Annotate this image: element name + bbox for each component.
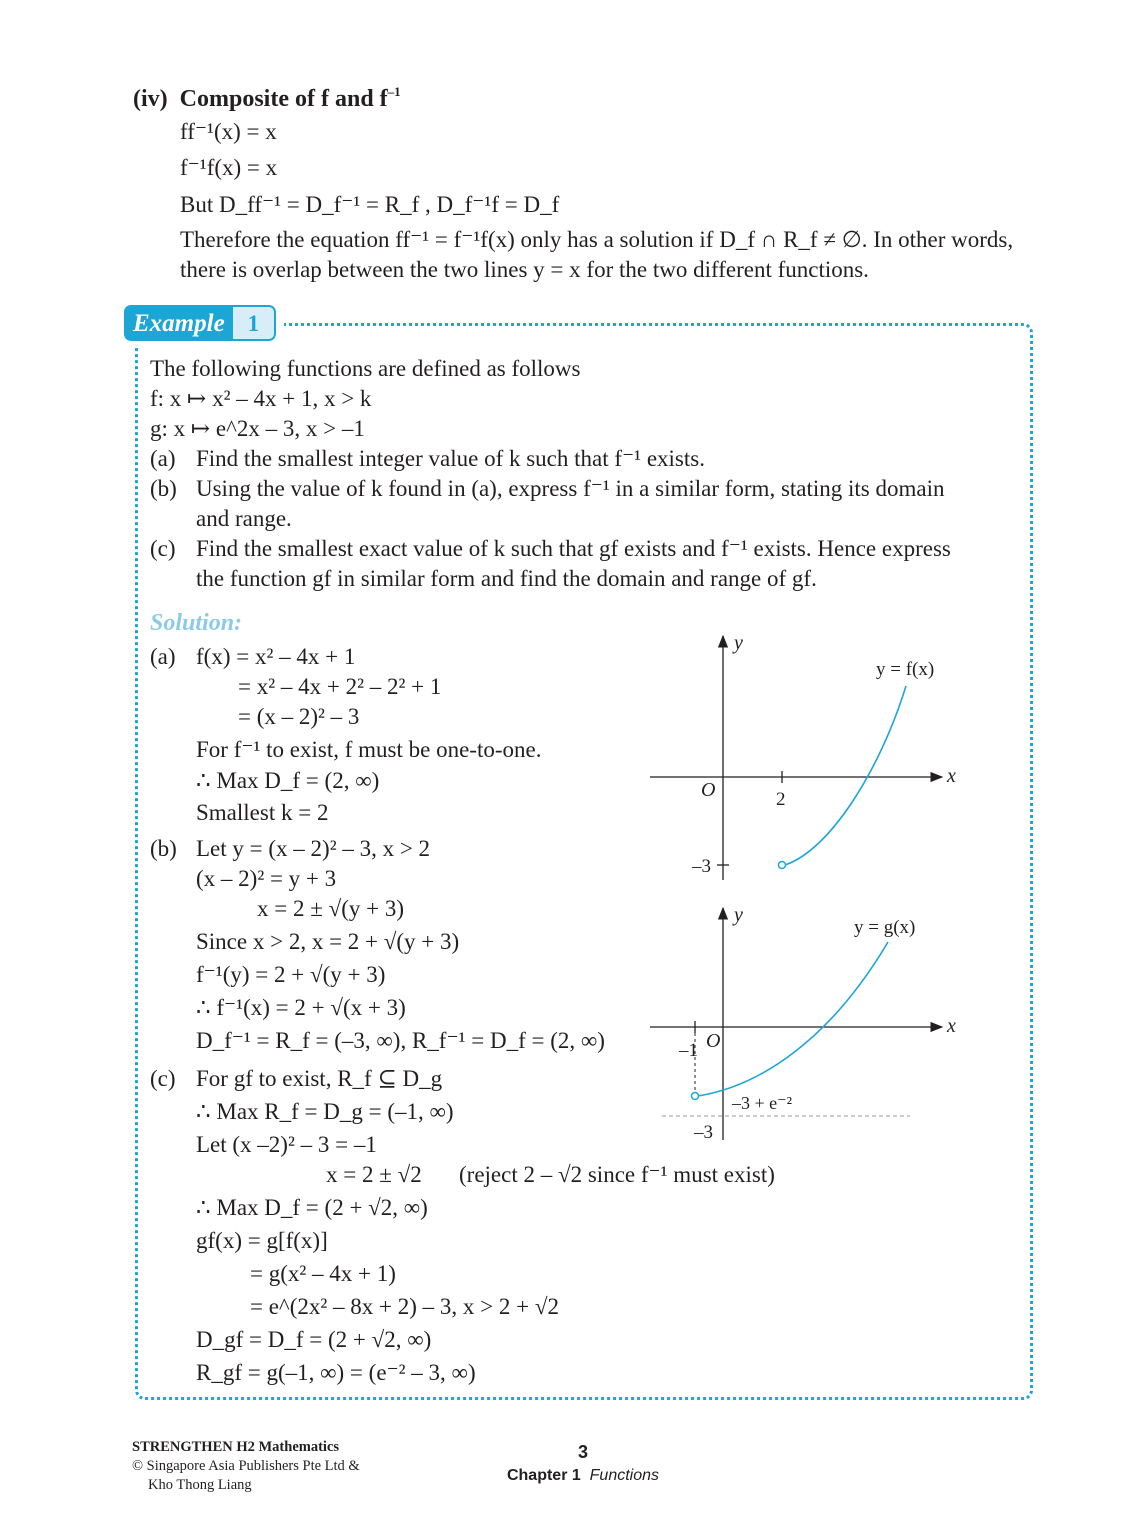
- solution-b-line-7: D_f⁻¹ = R_f = (–3, ∞), R_f⁻¹ = D_f = (2, ∞): [196, 1028, 605, 1053]
- solution-a-line-4: For f⁻¹ to exist, f must be one-to-one.: [196, 737, 542, 762]
- g-curve: [698, 942, 888, 1096]
- section-line-3: But D_ff⁻¹ = D_f⁻¹ = R_f , D_f⁻¹f = D_f: [180, 192, 560, 217]
- solution-b-line-1: Let y = (x – 2)² – 3, x > 2: [196, 836, 431, 861]
- solution-c-line-7: = g(x² – 4x + 1): [250, 1261, 396, 1286]
- question-a-label: (a): [150, 446, 176, 471]
- solution-c-note: (reject 2 – √2 since f⁻¹ must exist): [459, 1162, 775, 1187]
- chapter-title: Functions: [589, 1467, 660, 1484]
- question-c-text: Find the smallest exact value of k such that gf exists and f⁻¹ exists. Hence express: [196, 536, 951, 561]
- solution-a-line-2: = x² – 4x + 2² – 2² + 1: [238, 674, 442, 699]
- solution-c-line-5: ∴ Max D_f = (2 + √2, ∞): [196, 1195, 428, 1220]
- footer-publisher: © Singapore Asia Publishers Pte Ltd &: [132, 1458, 360, 1474]
- solution-c-line-9: D_gf = D_f = (2 + √2, ∞): [196, 1327, 432, 1352]
- solution-a-line-5: ∴ Max D_f = (2, ∞): [196, 768, 380, 793]
- f-x-tick-label: 2: [776, 789, 786, 810]
- g-x-tick-label: –1: [679, 1040, 698, 1061]
- example-label: Example: [124, 305, 233, 341]
- g-y-axis-label: y: [734, 904, 743, 926]
- footer-book-title: STRENGTHEN H2 Mathematics: [132, 1439, 340, 1455]
- g-asymptote-label: –3: [694, 1122, 713, 1143]
- f-y-axis-label: y: [734, 632, 743, 654]
- f-curve: [785, 686, 906, 865]
- question-c-label: (c): [150, 536, 176, 561]
- g-start-label: –3 + e⁻²: [732, 1093, 793, 1113]
- solution-c-line-3: Let (x –2)² – 3 = –1: [196, 1132, 377, 1157]
- solution-a-label: (a): [150, 644, 176, 669]
- section-title: Composite of f and f: [179, 86, 388, 112]
- question-a-text: Find the smallest integer value of k such that f⁻¹ exists.: [196, 446, 705, 471]
- solution-b-line-5: f⁻¹(y) = 2 + √(y + 3): [196, 962, 386, 987]
- function-f-definition: f: x ↦ x² – 4x + 1, x > k: [150, 386, 372, 411]
- question-b-text: Using the value of k found in (a), express f⁻¹ in a similar form, stating its domain: [196, 476, 945, 501]
- graph-f: [640, 630, 970, 890]
- solution-label: Solution:: [150, 610, 243, 636]
- footer-author: Kho Thong Liang: [148, 1477, 252, 1493]
- solution-c-line-1: For gf to exist, R_f ⊆ D_g: [196, 1066, 443, 1091]
- footer-credits: [132, 1438, 360, 1495]
- question-b-label: (b): [150, 476, 177, 501]
- example-intro: The following functions are defined as follows: [150, 356, 581, 381]
- function-g-definition: g: x ↦ e^2x – 3, x > –1: [150, 416, 365, 441]
- footer-center: [503, 1440, 663, 1488]
- section-number: (iv): [133, 86, 168, 112]
- solution-c-label: (c): [150, 1066, 176, 1091]
- solution-a-line-1: f(x) = x² – 4x + 1: [196, 644, 356, 669]
- f-x-axis-label: x: [947, 765, 956, 787]
- solution-b-label: (b): [150, 836, 177, 861]
- g-origin-label: O: [706, 1030, 721, 1052]
- solution-c-line-2: ∴ Max R_f = D_g = (–1, ∞): [196, 1099, 454, 1124]
- graph-g: [640, 900, 970, 1145]
- solution-b-line-6: ∴ f⁻¹(x) = 2 + √(x + 3): [196, 995, 406, 1020]
- chapter-number: Chapter 1: [506, 1467, 581, 1484]
- f-y-tick-label: –3: [692, 856, 711, 877]
- solution-c-line-4: x = 2 ± √2: [326, 1162, 422, 1187]
- f-origin-label: O: [701, 779, 716, 801]
- example-tab: [124, 305, 276, 341]
- section-heading: [133, 85, 401, 111]
- f-open-endpoint: [779, 862, 786, 869]
- g-curve-label: y = g(x): [854, 917, 916, 938]
- solution-a-line-3: = (x – 2)² – 3: [238, 704, 360, 729]
- solution-c-line-6: gf(x) = g[f(x)]: [196, 1228, 328, 1253]
- example-number: 1: [233, 305, 277, 341]
- section-title-superscript: –1: [387, 84, 401, 99]
- section-line-5: there is overlap between the two lines y = x for the two different functions.: [180, 257, 869, 282]
- question-b-text-cont: and range.: [196, 506, 292, 531]
- page-number: 3: [577, 1442, 588, 1462]
- solution-c-line-8: = e^(2x² – 8x + 2) – 3, x > 2 + √2: [250, 1294, 559, 1319]
- solution-b-line-3: x = 2 ± √(y + 3): [257, 896, 405, 921]
- f-curve-label: y = f(x): [876, 659, 935, 680]
- solution-c-line-10: R_gf = g(–1, ∞) = (e⁻² – 3, ∞): [196, 1360, 476, 1385]
- solution-a-line-6: Smallest k = 2: [196, 800, 329, 825]
- section-line-2: f⁻¹f(x) = x: [180, 155, 278, 180]
- g-x-axis-label: x: [947, 1015, 956, 1037]
- solution-b-line-4: Since x > 2, x = 2 + √(y + 3): [196, 929, 460, 954]
- section-line-1: ff⁻¹(x) = x: [180, 119, 277, 144]
- question-c-text-cont: the function gf in similar form and find the domain and range of gf.: [196, 566, 817, 591]
- section-line-4: Therefore the equation ff⁻¹ = f⁻¹f(x) only has a solution if D_f ∩ R_f ≠ ∅. In other words,: [180, 227, 1014, 252]
- g-open-endpoint: [692, 1093, 699, 1100]
- solution-b-line-2: (x – 2)² = y + 3: [196, 866, 337, 891]
